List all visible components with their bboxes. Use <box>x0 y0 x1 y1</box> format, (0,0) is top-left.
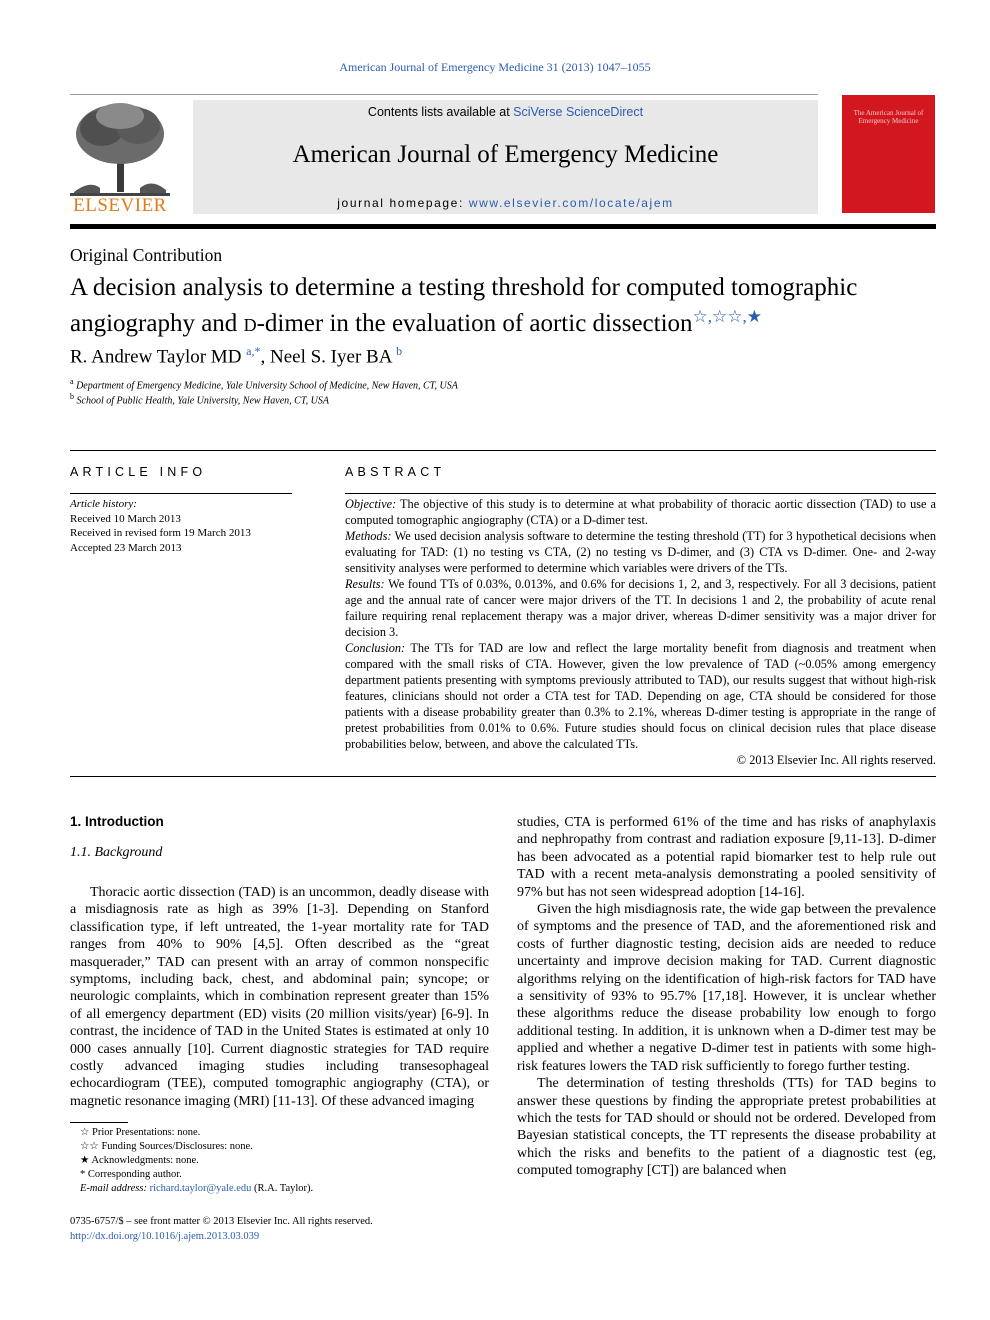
abstract-results <box>345 576 936 640</box>
affiliation-text: Department of Emergency Medicine, Yale University School of Medicine, New Haven, CT, USA <box>76 380 458 392</box>
email-owner: (R.A. Taylor). <box>254 1183 314 1194</box>
affiliation <box>70 392 329 406</box>
contents-prefix: Contents lists available at <box>367 105 514 119</box>
footnote-mark: ☆ <box>80 1127 90 1138</box>
footnote-text: Acknowledgments: none. <box>91 1155 199 1166</box>
footnote <box>70 1140 490 1154</box>
email-link[interactable]: richard.taylor@yale.edu <box>149 1183 252 1194</box>
publisher-name: ELSEVIER <box>73 195 167 216</box>
author-affil-link[interactable]: a,* <box>246 344 261 358</box>
footnote-text: Prior Presentations: none. <box>92 1127 201 1138</box>
footnote <box>70 1126 490 1140</box>
abstract-label: Objective: <box>345 497 397 511</box>
cover-title: The American Journal of Emergency Medicine <box>853 109 924 125</box>
author-name: R. Andrew Taylor MD <box>70 346 242 368</box>
abstract-text: The TTs for TAD are low and reflect the large mortality benefit from diagnosis and treatment when compared with the small risks of CTA. However, given the low prevalence of TAD (~0.05% among emergency department patients presenting with symptoms previously attributed to TAD), our results suggest that without high-risk features, clinicians should not order a CTA test for TAD. Depending on age, CTA should be considered for those patients with a disease probability greater than 0.3% to 2.1%, whereas D-dimer testing is appropriate in the range of pretest probabilities from 0.01% to 0.6%. Future studies should focus on clinical decision rules that place disease probabilities below, between, and above the calculated TTs. <box>345 641 936 751</box>
doi-link[interactable]: http://dx.doi.org/10.1016/j.ajem.2013.03.039 <box>70 1231 260 1242</box>
elsevier-logo <box>70 100 170 215</box>
abstract-body <box>345 496 936 768</box>
contents-line <box>193 105 818 119</box>
abstract-label: Results: <box>345 577 385 591</box>
abstract-label: Methods: <box>345 529 392 543</box>
footnote-mark: ★ <box>80 1155 90 1166</box>
body-paragraph: The determination of testing thresholds (TTs) for TAD begins to answer these questions by finding the appropriate pretest probabilities at which the tests for TAD should or should not be ordered. Developed from Bayesian statistical concepts, the TT represents the disease probability at which the risks and benefits to the patient of a diagnostic test (eg, computed tomography [CT]) are balanced when <box>517 1076 936 1179</box>
title-footnote-marks[interactable]: ☆,☆☆,★ <box>692 307 763 326</box>
introduction-heading: 1. Introduction <box>70 814 164 829</box>
footnotes <box>70 1126 490 1196</box>
section-headings <box>70 814 489 861</box>
journal-citation[interactable]: American Journal of Emergency Medicine 31 (2013) 1047–1055 <box>339 60 651 74</box>
email-footnote <box>70 1182 490 1196</box>
abstract-text: We used decision analysis software to determine the testing threshold (TT) for 3 hypothetical decisions when evaluating for TAD: (1) no testing vs CTA, (2) no testing vs D-dimer, and (3) CTA vs D-dimer. One- and 2-way sensitivity analyses were performed to determine which variables were drivers of the TTs. <box>345 529 936 575</box>
journal-cover <box>842 95 935 213</box>
affiliation <box>70 377 458 391</box>
header-divider <box>70 94 818 95</box>
accepted-date: Accepted 23 March 2013 <box>70 541 182 554</box>
affiliation-mark: a <box>70 377 74 386</box>
abstract-bottom-rule <box>70 776 936 777</box>
body-paragraph: studies, CTA is performed 61% of the time and has risks of anaphylaxis and nephropathy from contrast and radiation exposure [9,11-13]. D-dimer has been advocated as a potential rapid biomarker test to help rule out TAD with a recent meta-analysis demonstrating a pooled sensitivity of 97% but has not seen widespread adoption [14-16]. <box>517 815 936 900</box>
author-list: R. Andrew Taylor MD $^{a,*}$, Neel S. Iyer BA $^b$ <box>70 344 403 368</box>
affiliation-mark: b <box>70 392 74 401</box>
abstract-objective <box>345 496 936 528</box>
title-dimer-prefix: d <box>243 310 257 337</box>
homepage-link[interactable]: www.elsevier.com/locate/ajem <box>468 196 674 210</box>
footnote-mark: ☆☆ <box>80 1141 99 1152</box>
abstract-text: The objective of this study is to determine at what probability of thoracic aortic dissection (TAD) to use a computed tomographic angiography (CTA) or a D-dimer test. <box>345 497 936 527</box>
issn-line: 0735-6757/$ – see front matter © 2013 Elsevier Inc. All rights reserved. <box>70 1216 373 1227</box>
footnote-text: Corresponding author. <box>87 1169 182 1180</box>
abstract-rule <box>345 493 936 494</box>
footnote-rule <box>70 1122 128 1123</box>
author-name: Neel S. Iyer BA <box>270 346 392 368</box>
footnote-mark: * <box>80 1169 86 1180</box>
title-divider <box>70 450 936 451</box>
article-info-heading: ARTICLE INFO <box>70 465 207 479</box>
info-rule <box>70 493 292 494</box>
body-left-column <box>70 884 489 1110</box>
abstract-label: Conclusion: <box>345 641 406 655</box>
journal-title: American Journal of Emergency Medicine <box>292 141 719 168</box>
history-label: Article history: <box>70 498 137 510</box>
front-matter <box>70 1214 373 1244</box>
body-paragraph: Thoracic aortic dissection (TAD) is an uncommon, deadly disease with a misdiagnosis rate as high as 39% [1-3]. Depending on Stanford classification type, if left untreated, the 1-year mortality rate for TAD ranges from 40% to 90% [4,5]. Often described as the “great masquerader,” TAD can present with an array of common nonspecific symptoms, including back, chest, and abdominal pain; syncope; or neurologic complaints, which in combination represent greater than 15% of all emergency department (ED) visits (20 million visits/year) [6-9]. In contrast, the incidence of TAD in the United States is estimated at only 10 000 cases annually [10]. Current diagnostic strategies for TAD require costly advanced imaging studies including transesophageal echocardiogram (TEE), computed tomographic angiography (CTA), or magnetic resonance imaging (MRI) [11-13]. Of these advanced imaging <box>70 885 489 1109</box>
abstract-conclusion <box>345 640 936 752</box>
footnote <box>70 1168 490 1182</box>
email-label: E-mail address: <box>80 1183 147 1194</box>
journal-banner <box>193 100 818 214</box>
abstract-heading: ABSTRACT <box>345 465 446 479</box>
body-paragraph: Given the high misdiagnosis rate, the wide gap between the prevalence of symptoms and the presence of TAD, and the aforementioned risk and costs of further diagnostic testing, decision aids are needed to reduce uncertainty and improve decision making for TAD. Current diagnostic algorithms relying on the identification of high-risk factors for TAD have a sensitivity of 93% to 95.7% [17,18]. However, it is unclear whether these algorithms reduce the disease probability low enough to forgo additional testing. In addition, it is unknown when a D-dimer test may be applied and whether a negative D-dimer test in patients with some high-risk features lowers the TAD risk sufficiently to forego further testing. <box>517 902 936 1074</box>
abstract-text: We found TTs of 0.03%, 0.013%, and 0.6% for decisions 1, 2, and 3, respectively. For all 3 decisions, patient age and the annual rate of cancer were major drivers of the TT. In decisions 1 and 2, the probability of acute renal failure requiring renal replacement therapy was a major driver, whereas D-dimer sensitivity was a major driver for decision 3. <box>345 577 936 639</box>
homepage-prefix: journal homepage: <box>337 196 469 210</box>
revised-date: Received in revised form 19 March 2013 <box>70 527 251 539</box>
received-date: Received 10 March 2013 <box>70 512 181 525</box>
author-affil-link[interactable]: b <box>396 344 403 358</box>
article-title <box>70 273 950 338</box>
title-line-2-post: -dimer in the evaluation of aortic dissection <box>256 310 693 337</box>
title-line-1: A decision analysis to determine a testing threshold for computed tomographic <box>70 274 858 301</box>
footnote-text: Funding Sources/Disclosures: none. <box>101 1141 253 1152</box>
background-heading: 1.1. Background <box>70 845 163 860</box>
affiliation-text: School of Public Health, Yale University, New Haven, CT, USA <box>76 395 329 407</box>
sciencedirect-link[interactable]: SciVerse ScienceDirect <box>513 105 644 119</box>
article-history <box>70 497 300 555</box>
footnote <box>70 1154 490 1168</box>
abstract-copyright: © 2013 Elsevier Inc. All rights reserved. <box>736 753 936 767</box>
abstract-methods <box>345 528 936 576</box>
section-label: Original Contribution <box>70 245 223 265</box>
homepage-line <box>193 196 818 210</box>
title-line-2-pre: angiography and <box>70 310 244 337</box>
header-thick-rule <box>70 224 936 229</box>
body-right-column <box>517 814 936 1180</box>
